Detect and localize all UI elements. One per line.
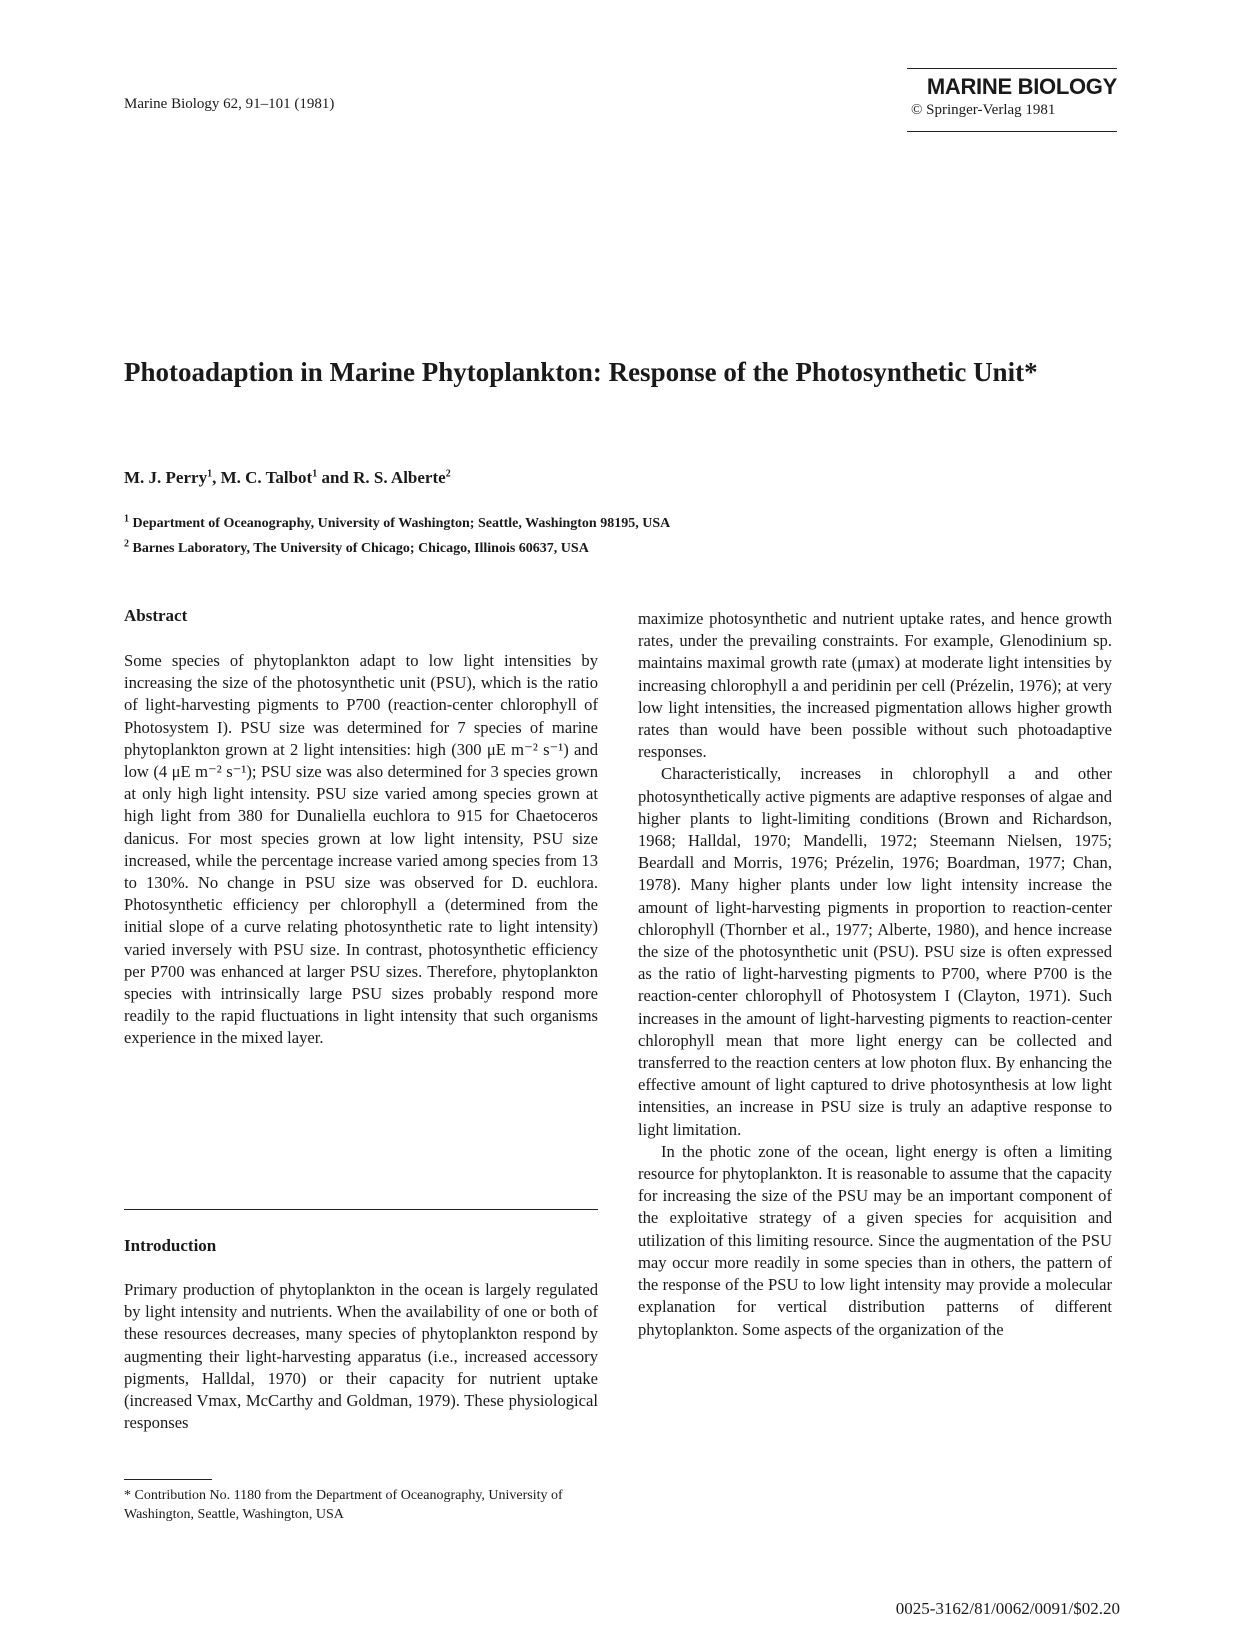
journal-copyright: © Springer-Verlag 1981 — [911, 102, 1056, 118]
footnote-rule — [124, 1479, 212, 1480]
author-separator: and — [317, 468, 354, 487]
affiliation-mark: 1 — [312, 468, 318, 480]
masthead-bottom-rule — [907, 131, 1117, 132]
paper-title: Photoadaption in Marine Phytoplankton: Response of the Photosynthetic Unit* — [124, 357, 1038, 387]
paragraph: maximize photosynthetic and nutrient uptake rates, and hence growth rates, under the prevailing constraints. For example, Glenodinium sp. maintains maximal growth rate (μmax) at moderate light intensities by increasing chlorophyll a and peridinin per cell (Prézelin, 1976); at very low light intensities, the increased pigmentation allows higher growth rates than would have been possible without such photoadaptive responses. — [638, 609, 1112, 762]
journal-citation: Marine Biology 62, 91–101 (1981) — [124, 96, 335, 112]
introduction-heading: Introduction — [124, 1236, 217, 1255]
affiliation-mark: 2 — [124, 538, 129, 550]
affiliation-text: Barnes Laboratory, The University of Chicago; Chicago, Illinois 60637, USA — [129, 541, 589, 556]
affiliation-text: Department of Oceanography, University of Washington; Seattle, Washington 98195, USA — [129, 516, 671, 531]
affiliation — [124, 513, 671, 532]
abstract-heading: Abstract — [124, 606, 188, 625]
author-name: M. J. Perry — [124, 468, 208, 487]
journal-name: MARINE BIOLOGY — [926, 74, 1117, 99]
affiliation-mark: 1 — [124, 513, 129, 525]
right-column — [638, 608, 1112, 1341]
paragraph: In the photic zone of the ocean, light energy is often a limiting resource for phytoplankton. It is reasonable to assume that the capacity for increasing the size of the PSU may be an important component of the exploitative strategy of a given species for acquisition and utilization of this limiting resource. Since the augmentation of the PSU may occur more readily in some species than in others, the pattern of the response of the PSU to low light intensity may provide a molecular explanation for vertical distribution patterns of different phytoplankton. Some aspects of the organization of the — [638, 1141, 1112, 1339]
affiliation-mark: 1 — [207, 468, 213, 480]
section-divider — [124, 1209, 598, 1210]
masthead-top-rule — [907, 68, 1117, 69]
footnote: * Contribution No. 1180 from the Department of Oceanography, University of Washington, Seattle, Washington, USA — [124, 1488, 563, 1522]
author-name: M. C. Talbot — [220, 468, 313, 487]
affiliation-mark: 2 — [445, 468, 451, 480]
article-code: 0025-3162/81/0062/0091/$02.20 — [895, 1599, 1120, 1618]
affiliation — [124, 538, 589, 557]
author-separator: , — [212, 468, 221, 487]
abstract-text: Some species of phytoplankton adapt to low light intensities by increasing the size of the photosynthetic unit (PSU), which is the ratio of light-harvesting pigments to P700 (reaction-center chlorophyll of Photosystem I). PSU size was determined for 7 species of marine phytoplankton grown at 2 light intensities: high (300 μE m⁻² s⁻¹) and low (4 μE m⁻² s⁻¹); PSU size was also determined for 3 species grown at only high light intensity. PSU size varied among species grown at high light from 380 for Dunaliella euchlora to 915 for Chaetoceros danicus. For most species grown at low light intensity, PSU size increased, while the percentage increase varied among species from 13 to 130%. No change in PSU size was observed for D. euchlora. Photosynthetic efficiency per chlorophyll a (determined from the initial slope of a curve relating photosynthetic rate to light intensity) varied inversely with PSU size. In contrast, photosynthetic efficiency per P700 was enhanced at larger PSU sizes. Therefore, phytoplankton species with intrinsically large PSU sizes probably respond more readily to the rapid fluctuations in light intensity that such organisms experience in the mixed layer. — [124, 651, 598, 1048]
author-list — [124, 468, 451, 488]
paragraph: Characteristically, increases in chlorophyll a and other photosynthetically active pigments are adaptive responses of algae and higher plants to light-limiting conditions (Brown and Richardson, 1968; Halldal, 1970; Mandelli, 1972; Steemann Nielsen, 1975; Beardall and Morris, 1976; Prézelin, 1976; Boardman, 1977; Chan, 1978). Many higher plants under low light intensity increase the amount of light-harvesting pigments in proportion to reaction-center chlorophyll (Thornber et al., 1977; Alberte, 1980), and hence increase the size of the photosynthetic unit (PSU). PSU size is often expressed as the ratio of light-harvesting pigments to P700, where P700 is the reaction-center chlorophyll of Photosystem I (Clayton, 1971). Such increases in the amount of light-harvesting pigments to reaction-center chlorophyll mean that more light energy can be collected and transferred to the reaction centers at low photon flux. By enhancing the effective amount of light captured to drive photosynthesis at low light intensities, an increase in PSU size is truly an adaptive response to light limitation. — [638, 764, 1112, 1139]
author-name: R. S. Alberte — [353, 468, 446, 487]
journal-masthead — [907, 68, 1117, 132]
introduction-text-left: Primary production of phytoplankton in the ocean is largely regulated by light intensity and nutrients. When the availability of one or both of these resources decreases, many species of phytoplankton respond by augmenting their light-harvesting apparatus (i.e., increased accessory pigments, Halldal, 1970) or their capacity for nutrient uptake (increased Vmax, McCarthy and Goldman, 1979). These physiological responses — [124, 1280, 598, 1433]
